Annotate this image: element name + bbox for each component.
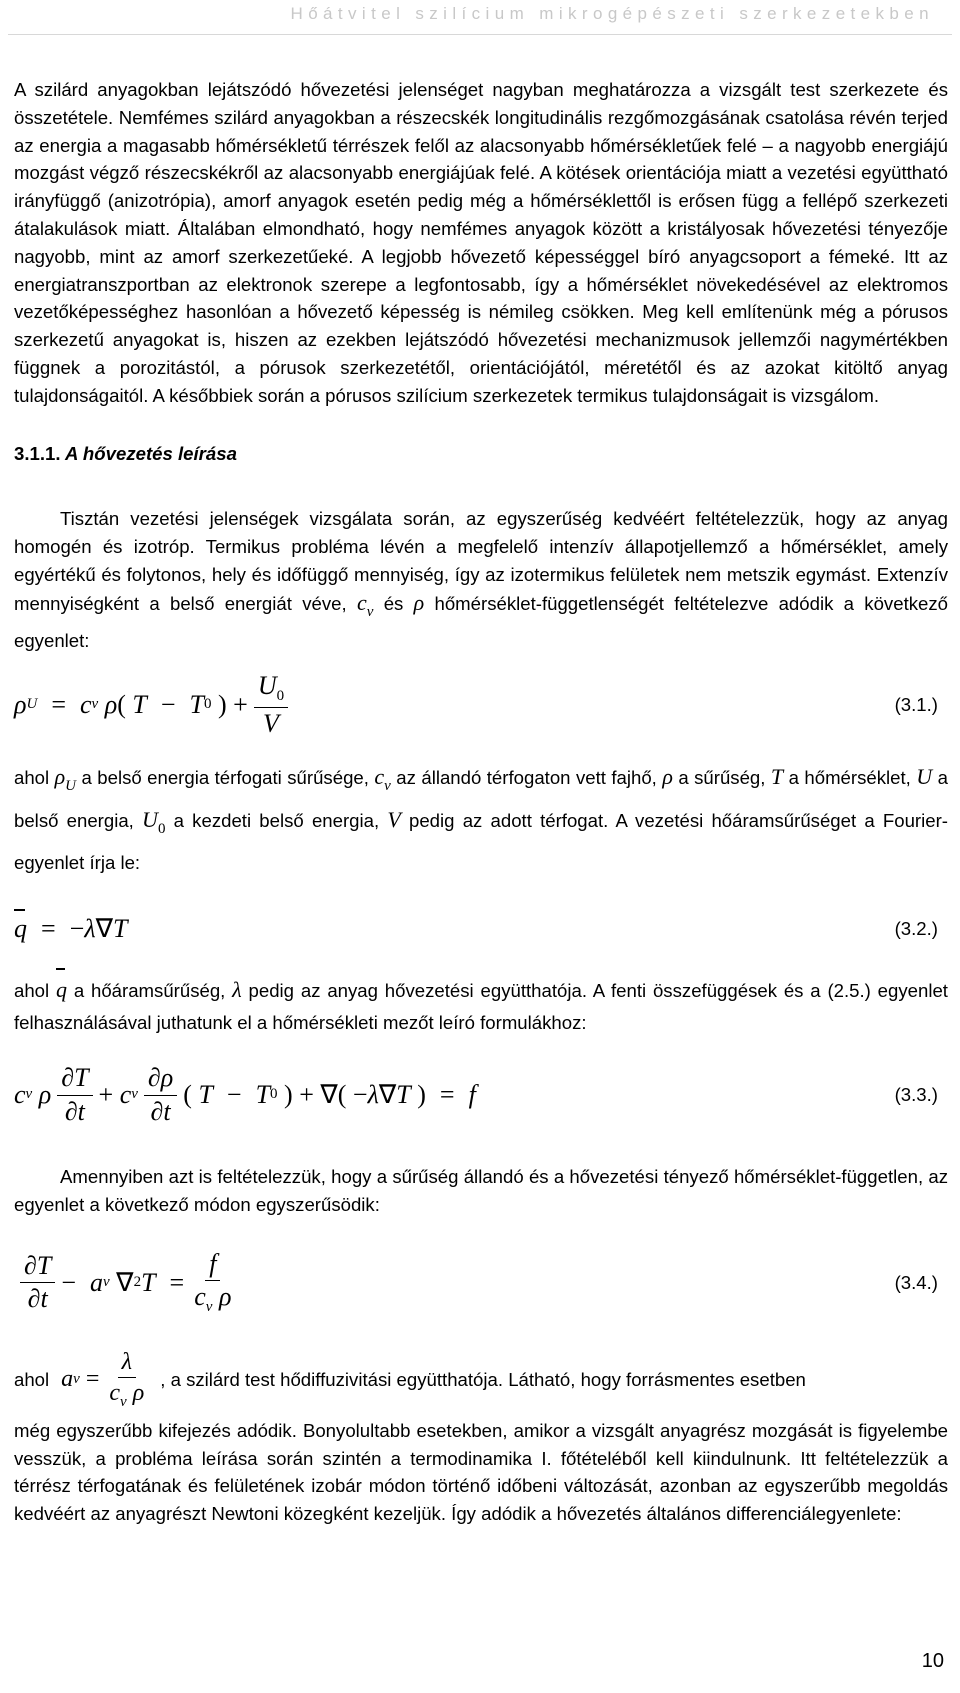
page-body: [14, 76, 948, 1528]
paragraph-simplification: Amennyiben azt is feltételezzük, hogy a sűrűség állandó és a hővezetési tényező hőmérséklet-független, az egyenlet a következő módon egyszerűsödik:: [14, 1166, 948, 1216]
paragraph-definitions-3: [14, 1349, 948, 1411]
section-number: 3.1.1.: [14, 442, 61, 464]
equation-3-2-body: q = − λ ∇ T: [14, 914, 128, 944]
running-title: Hőátvitel szilícium mikrogépészeti szerkezetekben: [290, 4, 934, 23]
page-number: 10: [921, 1650, 944, 1672]
symbol-rho: ρ: [413, 589, 425, 615]
symbol-av-definition: a v = $\frac{\lambda}{c_v \rho}$: [61, 1348, 145, 1411]
section-heading: [14, 440, 948, 468]
equation-3-2-number: (3.2.): [894, 918, 938, 940]
equation-3-1: [14, 662, 948, 748]
def-q: a hőáramsűrűség,: [73, 980, 226, 1002]
def-V: pedig az adott térfogat. A vezetési hőáramsűrűséget a Fourier-egyenlet írja le:: [14, 810, 948, 874]
para2-text: Tisztán vezetési jelenségek vizsgálata során, az egyszerűség kedvéért feltételezzük, hogy az anyag homogén és izotróp. Termikus probléma lévén a megfelelő intenzív állapotjellemző a hőmérséklet, amely egyértékű és folytonos, hely és időfüggő mennyiség, így az izotermikus felületek nem metszik egymást. Extenzív mennyiségként a belső energiát véve,: [14, 508, 948, 614]
word-ahol-2: ahol: [14, 980, 50, 1002]
paragraph-definitions-2: ahol q a hőáramsűrűség, λ pedig az anyag hővezetési együtthatója. A fenti összefüggések és a (2.5.) egyenlet felhasználásával juthatunk el a hőmérsékleti mezőt leíró formulákhoz:: [14, 974, 948, 1039]
def-av: , a szilárd test hődiffuzivitási együtthatója. Látható, hogy forrásmentes esetben: [160, 1368, 806, 1390]
paragraph-homogeneity: [14, 505, 948, 654]
equation-3-1-number: (3.1.): [894, 694, 938, 716]
equation-3-2: [14, 892, 948, 966]
equation-3-4-number: (3.4.): [894, 1272, 938, 1294]
def-a: a: [788, 767, 799, 789]
word-ahol: ahol: [14, 767, 50, 789]
equation-3-1-body: ρ U = c v ρ ( T − T 0 ) + $\frac{U_0}{V}$: [14, 662, 294, 748]
paragraph-definitions-1: ahol $\rho_U$ a belső energia térfogati sűrűsége, $c_v$ az állandó térfogaton vett fajhő, ρ a sűrűség, T a hőmérséklet, U a belső energia, $U_0$ a kezdeti belső energia, V pedig az adott térfogat. A vezetési hőáramsűrűséget a Fourier-egyenlet írja le:: [14, 764, 948, 874]
def-rho: a sűrűség,: [678, 767, 766, 789]
intro-paragraph: A szilárd anyagokban lejátszódó hővezetési jelenséget nagyban meghatározza a vizsgált test szerkezete és összetétele. Nemfémes szilárd anyagokban a részecskék longitudinális rezgőmozgásának csatolása révén terjed az energia a magasabb hőmérsékletű térrészek felől az alacsonyabb hőmérsékletűek felé – a nagyobb energiájú mozgást végző részecskékről az alacsonyabb energiájúak felé. A kötések orientációja miatt a vezetési együttható irányfüggő (anizotrópia), amorf anyagok esetén pedig még a hőmérséklettől is erősen függ a fellépő szerkezeti átalakulások miatt. Általában elmondható, hogy nemfémes anyagok között a kristályosak hővezetési tényezője nagyobb, mint az amorf szerkezetűeké. A legjobb hővezető képességgel bíró anyagcsoport a fémeké. Itt az energiatranszportban az elektronok szerepe a legfontosabb, így a hőmérséklet növekedésével az elektromos vezetőképességhez hasonlóan a hővezető képesség is némileg csökken. Meg kell említenünk még a pórusos szerkezetű anyagokat is, hiszen az ezekben lejátszódó hővezetési mechanizmusok jellemzői nagymértékben függnek a porozitástól, a pórusok szerkezetétől, orientációjától, méretétől és az azokat kitöltő anyag tulajdonságaitól. A későbbiek során a pórusos szilícium szerkezetek termikus tulajdonságait is vizsgálom.: [14, 79, 948, 406]
equation-3-3-number: (3.3.): [894, 1084, 938, 1106]
paragraph-general-case: még egyszerűbb kifejezés adódik. Bonyolultabb esetekben, amikor a vizsgált anyagrész mozgását is figyelembe vesszük, a probléma leírása során szintén a termodinamika I. főtételéből kell kiindulnunk. Itt feltételezzük a térrész térfogatának és felületének izobár módon történő időbeni változását, azonban az egyszerűbb megoldás kedvéért az anyagrészt Newtoni közegként kezeljük. Így adódik a hővezetés általános differenciálegyenlete:: [14, 1419, 948, 1525]
word-ahol-3: ahol: [14, 1368, 50, 1390]
def-cv: az állandó térfogaton vett fajhő,: [396, 767, 657, 789]
symbol-cv: $c_v$: [356, 589, 374, 620]
def-U: a belső energia,: [14, 767, 948, 832]
def-U0: a kezdeti belső energia,: [173, 810, 380, 832]
header-rule: [8, 34, 952, 35]
def-T: hőmérséklet,: [804, 767, 911, 789]
equation-3-3-body: c v ρ $\frac{\partial T}{\partial t}$ + c v $\frac{\partial\rho}{\partial t}$ ( T − T 0 ) + ∇( − λ ∇ T ) = f: [14, 1063, 476, 1126]
section-title: A hővezetés leírása: [65, 442, 237, 464]
para2-tail: hőmérséklet-függetlenségét feltételezve adódik a következő egyenlet:: [14, 592, 949, 651]
running-header: [0, 4, 960, 24]
equation-3-4-body: $\frac{\partial T}{\partial t}$ − a v ∇ 2 T = $\frac{f}{c_v \rho}$: [14, 1235, 241, 1331]
para2-and: és: [383, 592, 404, 614]
def-rhoU: a belső energia térfogati sűrűsége,: [81, 767, 369, 789]
equation-3-4: [14, 1235, 948, 1331]
equation-3-3: [14, 1047, 948, 1143]
def-lambda: pedig az anyag hővezetési együtthatója. A fenti összefüggések és a (2.5.) egyenlet felhasználásával juthatunk el a hőmérsékleti mezőt leíró formulákhoz:: [14, 980, 948, 1034]
